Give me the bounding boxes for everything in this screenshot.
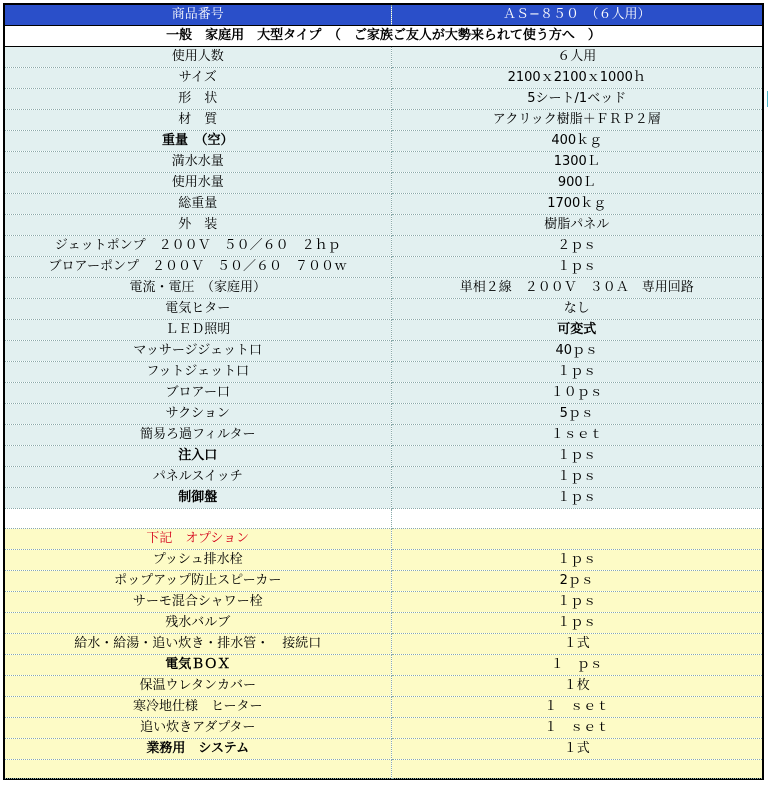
spec-value: 樹脂パネル bbox=[391, 215, 762, 236]
spec-value: １ｐｓ bbox=[391, 362, 762, 383]
option-row bbox=[5, 718, 762, 739]
spec-row bbox=[5, 341, 762, 362]
spec-row bbox=[5, 68, 762, 89]
spec-value bbox=[391, 509, 762, 529]
spec-label: 総重量 bbox=[5, 194, 391, 215]
empty-option-row bbox=[5, 760, 762, 779]
spec-value bbox=[391, 529, 762, 550]
cell-cursor-mark bbox=[767, 91, 768, 107]
spec-row bbox=[5, 425, 762, 446]
spec-value: 2100ｘ2100ｘ1000ｈ bbox=[391, 68, 762, 89]
spec-label: フットジェット口 bbox=[5, 362, 391, 383]
spec-row bbox=[5, 488, 762, 509]
spec-value: 5シート/1ベッド bbox=[391, 89, 762, 110]
spec-row bbox=[5, 278, 762, 299]
spec-label: 外 装 bbox=[5, 215, 391, 236]
spec-label: 残水バルブ bbox=[5, 613, 391, 634]
spec-value: 900Ｌ bbox=[391, 173, 762, 194]
spec-row bbox=[5, 467, 762, 488]
spec-label: ポップアップ防止スピーカー bbox=[5, 571, 391, 592]
spec-label bbox=[5, 760, 391, 779]
spec-value: １ｐｓ bbox=[391, 467, 762, 488]
spec-value: アクリック樹脂＋ＦＲＰ２層 bbox=[391, 110, 762, 131]
spec-label: ブロアー口 bbox=[5, 383, 391, 404]
spec-row bbox=[5, 89, 762, 110]
options-heading-row bbox=[5, 529, 762, 550]
spec-label: 寒冷地仕様 ヒーター bbox=[5, 697, 391, 718]
spec-value: 5ｐｓ bbox=[391, 404, 762, 425]
spec-row bbox=[5, 320, 762, 341]
spec-label: マッサージジェット口 bbox=[5, 341, 391, 362]
spec-label: 電気ＢＯＸ bbox=[5, 655, 391, 676]
spec-value: １ ｓｅｔ bbox=[391, 718, 762, 739]
spec-row bbox=[5, 446, 762, 467]
spec-value: １枚 bbox=[391, 676, 762, 697]
spec-row bbox=[5, 404, 762, 425]
spec-label: 満水水量 bbox=[5, 152, 391, 173]
option-row bbox=[5, 655, 762, 676]
spec-label: 材 質 bbox=[5, 110, 391, 131]
spec-row bbox=[5, 383, 762, 404]
spec-value: １ｐｓ bbox=[391, 257, 762, 278]
spec-label: ブロアーポンプ ２００Ｖ ５０／６０ ７００ｗ bbox=[5, 257, 391, 278]
spec-row bbox=[5, 236, 762, 257]
spec-row bbox=[5, 131, 762, 152]
spec-row bbox=[5, 362, 762, 383]
option-row bbox=[5, 739, 762, 760]
blank-row bbox=[5, 509, 762, 529]
spec-label: サクション bbox=[5, 404, 391, 425]
header-row bbox=[5, 5, 762, 26]
option-row bbox=[5, 676, 762, 697]
spec-label: プッシュ排水栓 bbox=[5, 550, 391, 571]
spec-row bbox=[5, 173, 762, 194]
spec-label: サイズ bbox=[5, 68, 391, 89]
spec-row bbox=[5, 110, 762, 131]
spec-value: １ｐｓ bbox=[391, 550, 762, 571]
spec-value: １式 bbox=[391, 634, 762, 655]
spec-row bbox=[5, 47, 762, 68]
spec-row bbox=[5, 152, 762, 173]
spec-label: 電気ヒター bbox=[5, 299, 391, 320]
spec-label: 制御盤 bbox=[5, 488, 391, 509]
spec-sheet bbox=[3, 3, 764, 780]
spec-label: 下記 オプション bbox=[5, 529, 391, 550]
option-row bbox=[5, 550, 762, 571]
spec-label bbox=[5, 509, 391, 529]
spec-value: 可変式 bbox=[391, 320, 762, 341]
spec-label: 追い炊きアダプター bbox=[5, 718, 391, 739]
spec-label: 形 状 bbox=[5, 89, 391, 110]
subtitle-row bbox=[5, 26, 762, 47]
spec-value: １ｐｓ bbox=[391, 592, 762, 613]
spec-value: １ｐｓ bbox=[391, 446, 762, 467]
spec-label: 業務用 システム bbox=[5, 739, 391, 760]
spec-value: ２ｐｓ bbox=[391, 236, 762, 257]
spec-row bbox=[5, 194, 762, 215]
spec-value: １ｐｓ bbox=[391, 488, 762, 509]
spec-label: サーモ混合シャワー栓 bbox=[5, 592, 391, 613]
product-number-value: ＡＳ−８５０ （６人用） bbox=[391, 5, 762, 26]
spec-row bbox=[5, 215, 762, 236]
spec-label: ジェットポンプ ２００Ｖ ５０／６０ ２ｈｐ bbox=[5, 236, 391, 257]
option-row bbox=[5, 634, 762, 655]
spec-row bbox=[5, 257, 762, 278]
option-row bbox=[5, 613, 762, 634]
spec-value: １ｓｅｔ bbox=[391, 425, 762, 446]
spec-label: ＬＥＤ照明 bbox=[5, 320, 391, 341]
spec-label: 保温ウレタンカバー bbox=[5, 676, 391, 697]
option-row bbox=[5, 592, 762, 613]
spec-label: パネルスイッチ bbox=[5, 467, 391, 488]
spec-label: 重量 （空） bbox=[5, 131, 391, 152]
spec-value: １０ｐｓ bbox=[391, 383, 762, 404]
spec-value: 2ｐｓ bbox=[391, 571, 762, 592]
spec-table bbox=[5, 5, 762, 779]
spec-value: 単相２線 ２００Ｖ ３０Ａ 専用回路 bbox=[391, 278, 762, 299]
spec-value: １ ｐｓ bbox=[391, 655, 762, 676]
spec-value: 1300Ｌ bbox=[391, 152, 762, 173]
spec-value: １式 bbox=[391, 739, 762, 760]
spec-value: 40ｐｓ bbox=[391, 341, 762, 362]
spec-value bbox=[391, 760, 762, 779]
option-row bbox=[5, 697, 762, 718]
spec-row bbox=[5, 299, 762, 320]
spec-label: 電流・電圧 （家庭用） bbox=[5, 278, 391, 299]
spec-value: 400ｋｇ bbox=[391, 131, 762, 152]
spec-value: １ｐｓ bbox=[391, 613, 762, 634]
spec-label: 簡易ろ過フィルター bbox=[5, 425, 391, 446]
spec-label: 給水・給湯・追い炊き・排水管・ 接続口 bbox=[5, 634, 391, 655]
spec-value: ６人用 bbox=[391, 47, 762, 68]
spec-label: 使用水量 bbox=[5, 173, 391, 194]
spec-label: 使用人数 bbox=[5, 47, 391, 68]
product-number-label: 商品番号 bbox=[5, 5, 391, 26]
spec-value: １ ｓｅｔ bbox=[391, 697, 762, 718]
spec-value: 1700ｋｇ bbox=[391, 194, 762, 215]
spec-value: なし bbox=[391, 299, 762, 320]
spec-label: 注入口 bbox=[5, 446, 391, 467]
product-subtitle: 一般 家庭用 大型タイプ （ ご家族ご友人が大勢来られて使う方へ ） bbox=[5, 26, 762, 47]
option-row bbox=[5, 571, 762, 592]
